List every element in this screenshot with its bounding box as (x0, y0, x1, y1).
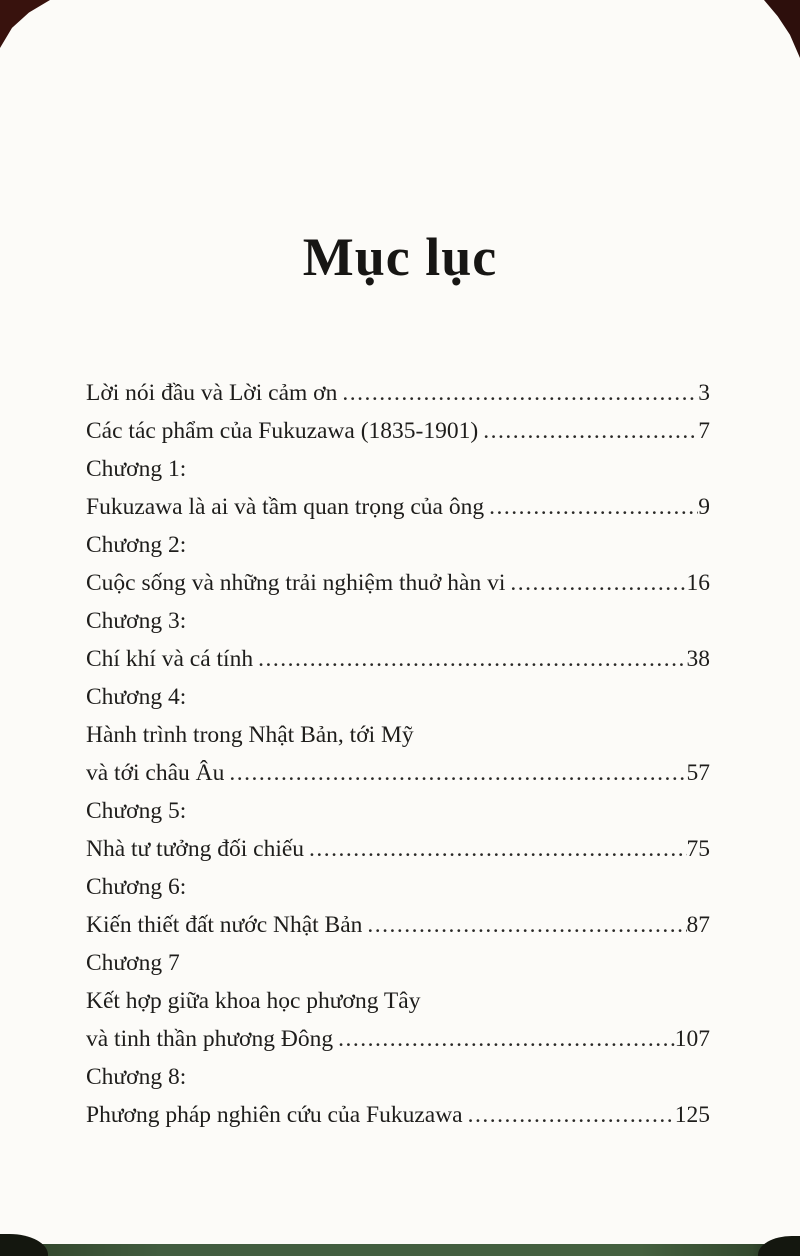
toc-entry-text: Chương 5: (86, 798, 187, 824)
toc-entry-line (86, 944, 710, 982)
toc-entry-line (86, 678, 710, 716)
toc-entry (86, 412, 710, 450)
toc-entry-line-with-page (86, 412, 710, 450)
toc-page-number: 75 (686, 836, 710, 862)
dot-leader (362, 906, 686, 944)
toc-entry-text: Cuộc sống và những trải nghiệm thuở hàn vi (86, 570, 506, 596)
toc-entry-text: Lời nói đầu và Lời cảm ơn (86, 380, 338, 406)
scan-artifact-bottom-right (758, 1236, 800, 1256)
dot-leader (484, 488, 698, 526)
toc-entry-text: Hành trình trong Nhật Bản, tới Mỹ (86, 722, 414, 748)
toc-entry-text: Kiến thiết đất nước Nhật Bản (86, 912, 363, 938)
toc-page-number: 87 (686, 912, 710, 938)
toc-entry-text: Chương 7 (86, 950, 180, 976)
toc-entry (86, 450, 710, 526)
toc-entry (86, 868, 710, 944)
toc-entry (86, 678, 710, 792)
dot-leader (224, 754, 686, 792)
scan-artifact-bottom-band (0, 1244, 800, 1256)
toc-page-number: 38 (686, 646, 710, 672)
toc-entry-line-with-page (86, 640, 710, 678)
toc-page-number: 3 (698, 380, 710, 406)
toc-entry-line-with-page (86, 488, 710, 526)
dot-leader (337, 374, 698, 412)
toc-entry-text: Chương 2: (86, 532, 187, 558)
toc-entry-line (86, 792, 710, 830)
toc-entry-text: Chương 4: (86, 684, 187, 710)
toc-page-number: 107 (674, 1026, 710, 1052)
toc-entry-line (86, 868, 710, 906)
toc-entry-text: Chương 8: (86, 1064, 187, 1090)
dot-leader (333, 1020, 675, 1058)
toc-entries (86, 374, 710, 1134)
toc-entry-text: Chương 6: (86, 874, 187, 900)
toc-entry (86, 374, 710, 412)
dot-leader (505, 564, 686, 602)
toc-entry-text: Nhà tư tưởng đối chiếu (86, 836, 305, 862)
toc-page-number: 9 (698, 494, 710, 520)
toc-entry-text: Chương 1: (86, 456, 187, 482)
scan-artifact-bottom-left (0, 1234, 48, 1256)
toc-entry-line-with-page (86, 1020, 710, 1058)
toc-entry-line-with-page (86, 374, 710, 412)
toc-entry-line-with-page (86, 906, 710, 944)
toc-entry-line (86, 716, 710, 754)
toc-entry-line (86, 526, 710, 564)
toc-entry (86, 602, 710, 678)
toc-entry-line (86, 450, 710, 488)
toc-entry-text: Các tác phẩm của Fukuzawa (1835-1901) (86, 418, 479, 444)
toc-entry (86, 526, 710, 602)
toc-entry-text: Chương 3: (86, 608, 187, 634)
toc-entry-text: và tinh thần phương Đông (86, 1026, 334, 1052)
toc-entry-text: Phương pháp nghiên cứu của Fukuzawa (86, 1102, 463, 1128)
toc-entry-line-with-page (86, 830, 710, 868)
dot-leader (478, 412, 698, 450)
toc-entry-line (86, 602, 710, 640)
page-title: Mục lục (302, 227, 498, 287)
toc-entry-text: Kết hợp giữa khoa học phương Tây (86, 988, 421, 1014)
toc-entry (86, 1058, 710, 1134)
toc-page-number: 7 (698, 418, 710, 444)
toc-entry-line-with-page (86, 564, 710, 602)
toc-entry-text: Fukuzawa là ai và tầm quan trọng của ông (86, 494, 485, 520)
toc-page-number: 57 (686, 760, 710, 786)
toc-page-number: 125 (674, 1102, 710, 1128)
toc-entry-text: và tới châu Âu (86, 760, 225, 786)
toc-entry-line-with-page (86, 754, 710, 792)
dot-leader (253, 640, 686, 678)
dot-leader (463, 1096, 675, 1134)
toc-entry (86, 792, 710, 868)
dot-leader (304, 830, 686, 868)
toc-page-number: 16 (686, 570, 710, 596)
toc-entry-line (86, 982, 710, 1020)
toc-entry-line (86, 1058, 710, 1096)
toc-entry (86, 944, 710, 1058)
toc-entry-line-with-page (86, 1096, 710, 1134)
toc-entry-text: Chí khí và cá tính (86, 646, 254, 672)
